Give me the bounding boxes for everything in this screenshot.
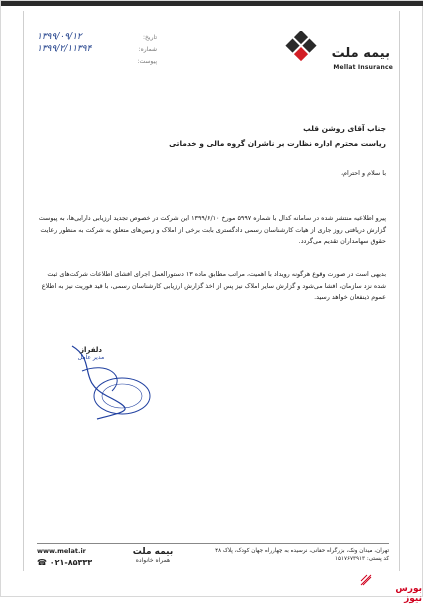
date-label: تاریخ: (143, 33, 157, 41)
greeting: با سلام و احترام، (340, 169, 386, 177)
date-row (37, 31, 157, 43)
paragraph-2: بدیهی است در صورت وقوع هرگونه رویداد با اهمیت، مراتب مطابق ماده ۱۳ دستورالعمل اجرای افشای اطلاعات شرکت‌های ثبت شده نزد سازمان، افشا می‌شود و گزارش سایر املاک نیز پس از اخذ گزارش ارزیابی کارشناسان رسمی، با قید فوریت نیز به اطلاع عموم ذینفعان خواهد رسید. (41, 270, 386, 301)
signatory-name: دلفراز (79, 346, 103, 354)
logo-name-en: Mellat Insurance (333, 64, 393, 71)
footer-phone-number: ۰۲۱-۸۵۳۳۳ (49, 558, 93, 567)
footer-address-block (191, 547, 389, 563)
left-margin-line (23, 11, 24, 571)
letter-meta (37, 31, 157, 67)
footer-postal: کد پستی: ۱۵۱۷۶۷۳۹۱۳ (335, 556, 389, 562)
footer-brand-name: بیمه ملت (132, 547, 174, 557)
attachment-row (37, 55, 157, 67)
footer-divider (37, 543, 389, 544)
footer-brand-slogan: همراه خانواده (135, 557, 171, 564)
signature-label (61, 346, 121, 361)
top-bar (1, 1, 423, 6)
footer-contact (37, 547, 117, 567)
footer-website[interactable]: www.melat.ir (37, 547, 86, 555)
number-value: ۱۳۹۹/۲/۱۱۳۹۴ (37, 44, 92, 54)
signatory-role: مدیر عامل (77, 354, 105, 361)
paragraph-1: پیرو اطلاعیه منتشر شده در سامانه کدال با شماره ۵۹۹۷ مورخ ۱۳۹۹/۶/۱۰ این شرکت در خصوص تجدید ارزیابی دارایی‌ها، به پیوست گزارش دریافتی روز جاری از هیات کارشناسان رسمی دادگستری بابت برخی از املاک و زمین‌های متعلق به شرکت به منظور رعایت حقوق سهامداران تقدیم می‌گردد. (38, 214, 386, 245)
number-label: شماره: (138, 45, 157, 53)
footer-brand (123, 547, 183, 564)
footer-address: تهران، میدان ونک، بزرگراه حقانی، نرسیده به چهارراه جهان کودک، پلاک ۴۸ (215, 548, 389, 554)
phone-icon: ☎ (37, 558, 47, 567)
date-value: ۱۳۹۹/۰۹/۱۲ (37, 32, 82, 42)
recipient-block (34, 121, 386, 151)
right-margin-line (399, 11, 400, 571)
recipient-name: جناب آقای روشن قلب (303, 124, 386, 133)
attachment-label: پیوست: (137, 57, 157, 65)
footer-phone (37, 558, 117, 567)
recipient-title: ریاست محترم اداره نظارت بر ناشران گروه مالی و خدماتی (169, 139, 386, 148)
number-row (37, 43, 157, 55)
logo-name-fa: بیمه ملت (331, 46, 390, 61)
watermark-text: بورس نیوز (395, 584, 422, 604)
red-seal-icon (359, 573, 373, 587)
